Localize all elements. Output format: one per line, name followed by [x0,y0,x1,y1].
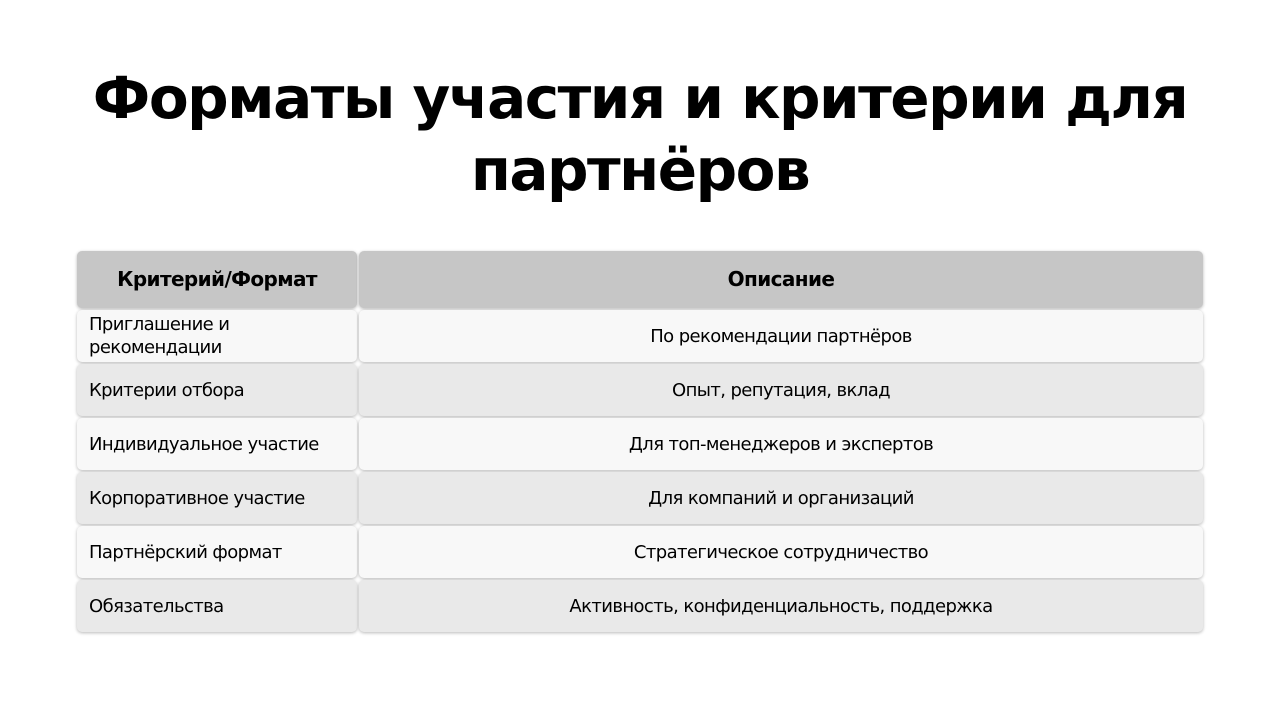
criterion-cell: Индивидуальное участие [77,418,357,470]
criterion-cell: Обязательства [77,580,357,632]
table-header-row [77,251,1203,308]
description-cell: Активность, конфиденциальность, поддержка [359,580,1203,632]
criterion-cell: Партнёрский формат [77,526,357,578]
table-row [77,526,1203,578]
criterion-cell: Критерии отбора [77,364,357,416]
slide-title: Форматы участия и критерии для партнёров [92,64,1188,204]
table-row [77,364,1203,416]
description-cell: По рекомендации партнёров [359,310,1203,362]
formats-table [77,251,1203,634]
table-row [77,472,1203,524]
table-row [77,418,1203,470]
header-criterion: Критерий/Формат [77,251,357,308]
header-description: Описание [359,251,1203,308]
table-row [77,310,1203,362]
description-cell: Для компаний и организаций [359,472,1203,524]
description-cell: Опыт, репутация, вклад [359,364,1203,416]
description-cell: Стратегическое сотрудничество [359,526,1203,578]
table-row [77,580,1203,632]
criterion-cell: Приглашение и рекомендации [77,310,357,362]
criterion-cell: Корпоративное участие [77,472,357,524]
description-cell: Для топ-менеджеров и экспертов [359,418,1203,470]
